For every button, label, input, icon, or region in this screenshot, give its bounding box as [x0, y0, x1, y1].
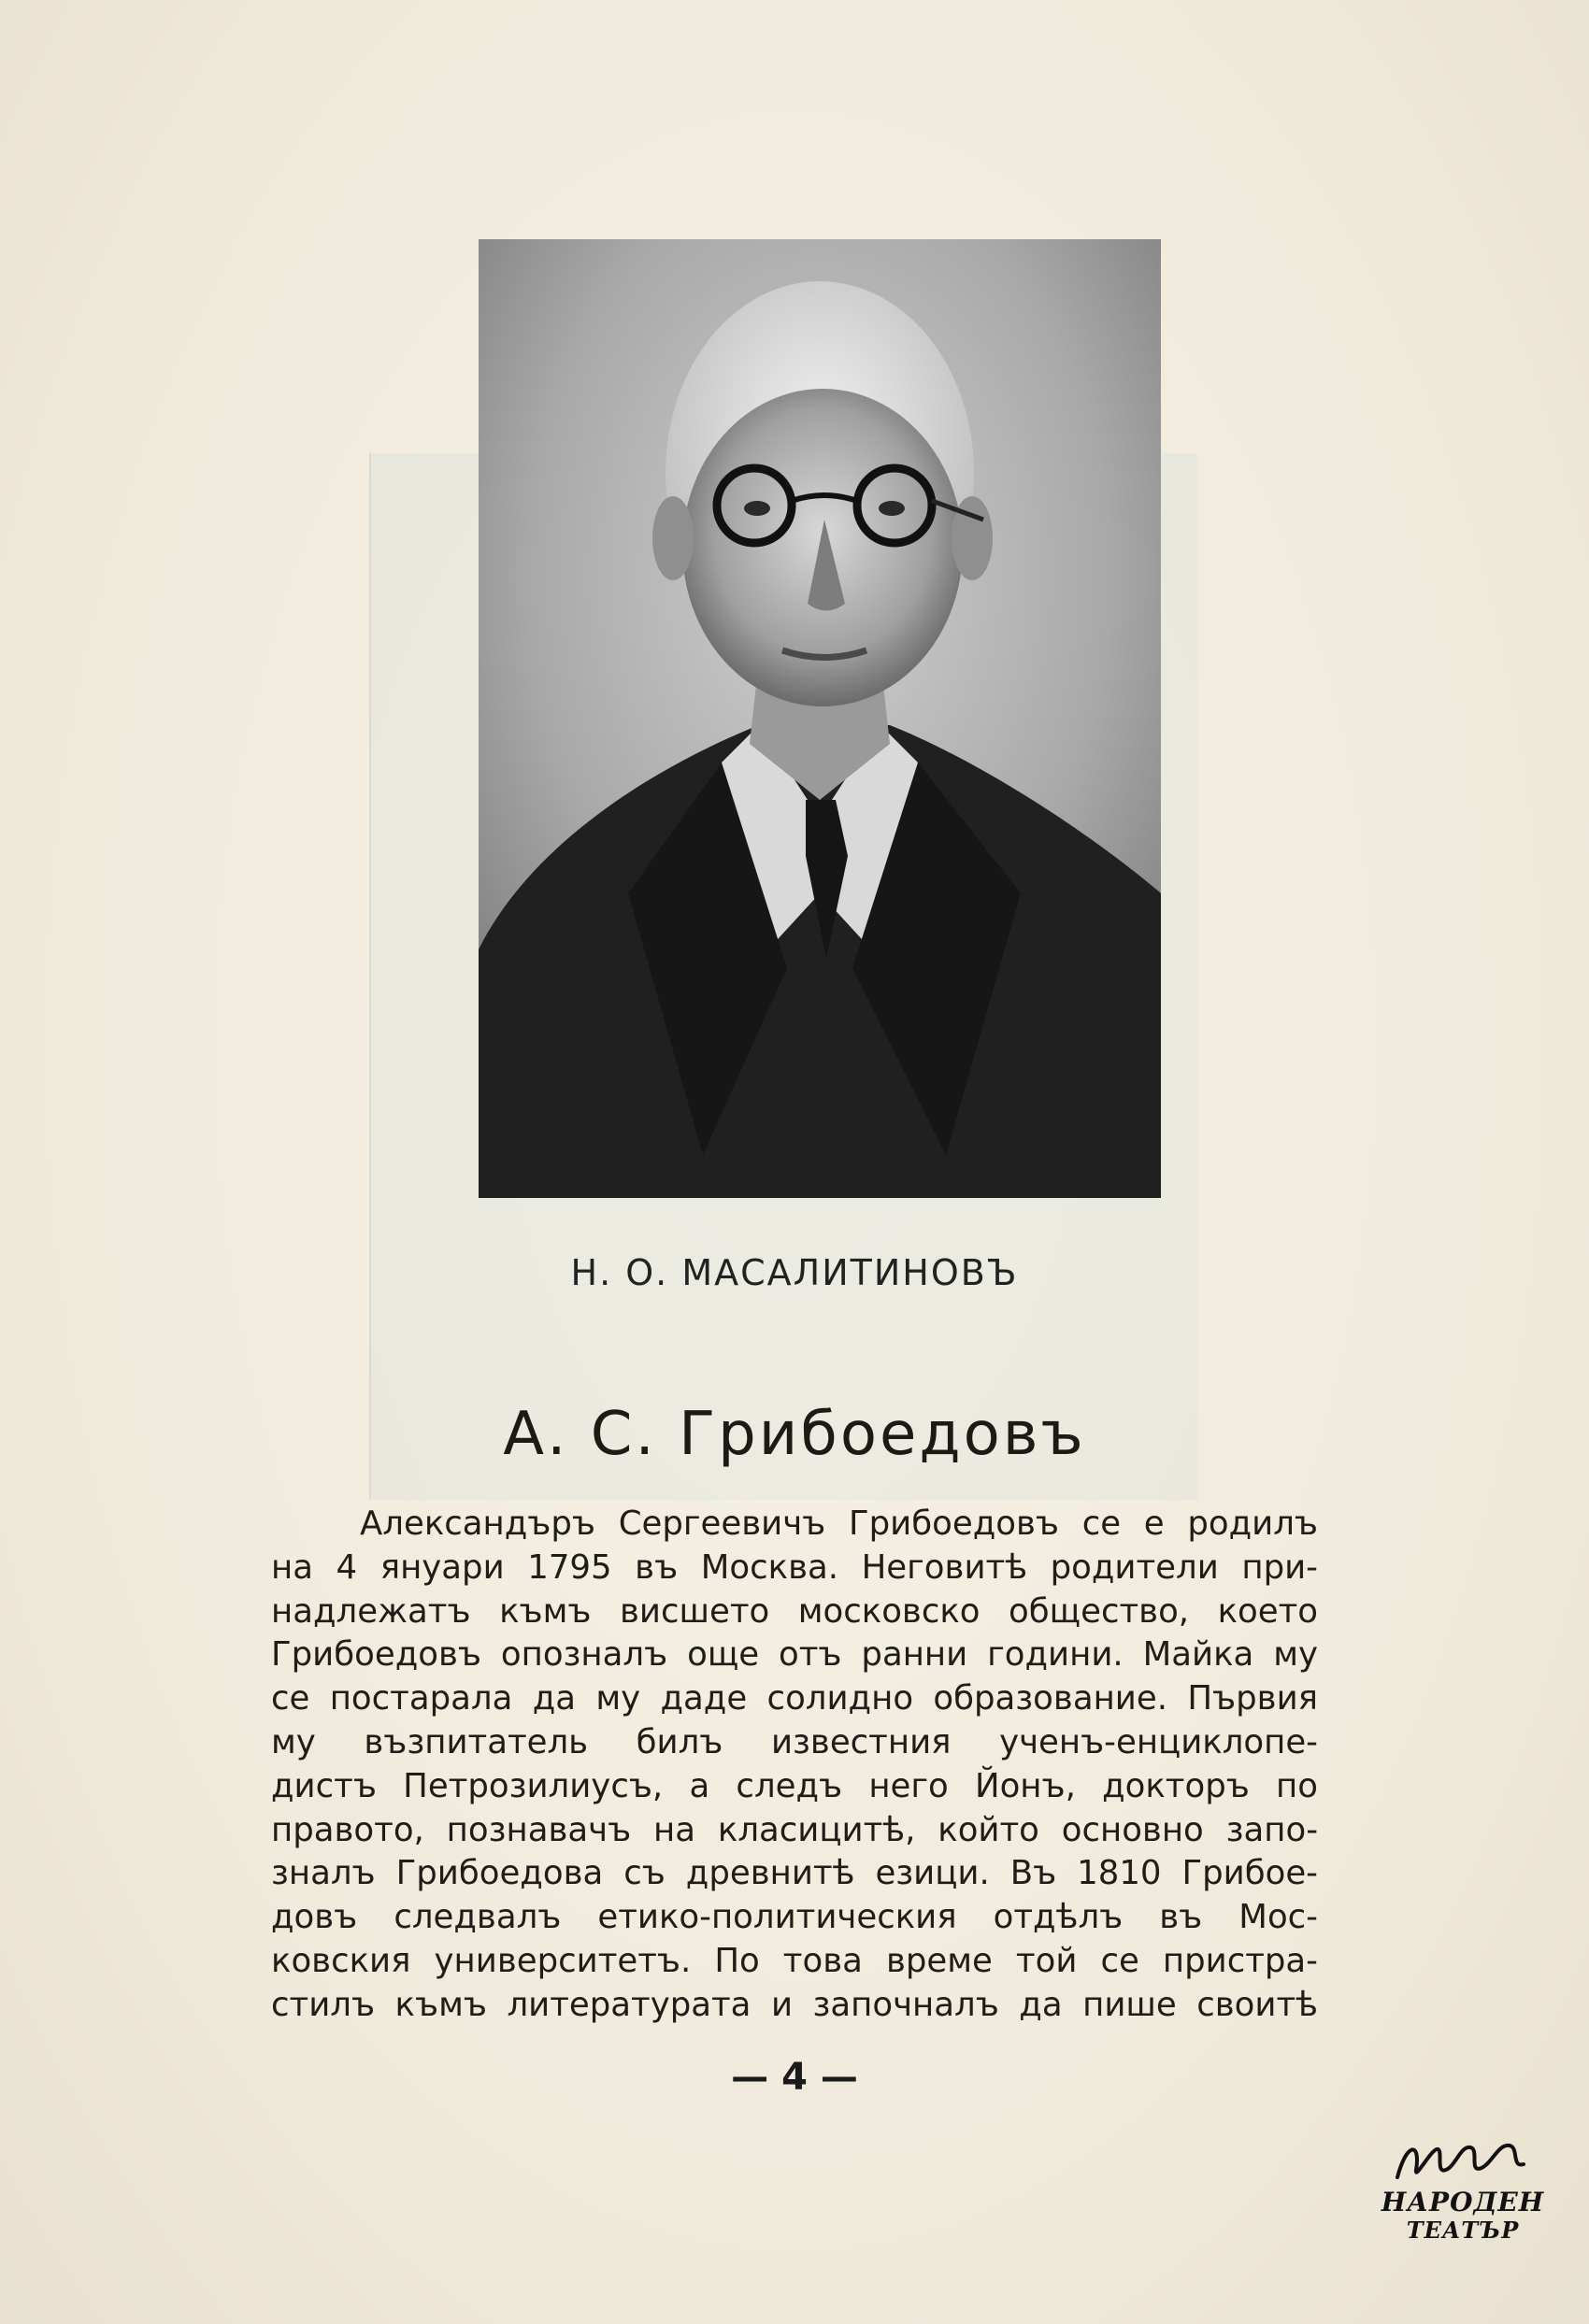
body-line: ковския университетъ. По това време той се пристра-: [271, 1941, 1318, 1980]
body-line: на 4 януари 1795 въ Москва. Неговитѣ родители при-: [271, 1547, 1318, 1587]
body-line: стилъ къмъ литературата и започналъ да пише своитѣ: [271, 1985, 1318, 2024]
body-line: му възпитатель билъ известния ученъ-енциклопе-: [271, 1722, 1318, 1761]
portrait-photo: [479, 239, 1161, 1198]
body-line: довъ следвалъ етико-политическия отдѣлъ въ Мос-: [271, 1898, 1318, 1937]
body-line: се постарала да му даде солидно образование. Първия: [271, 1679, 1318, 1718]
body-line: дистъ Петрозилиусъ, а следъ него Йонъ, докторъ по: [271, 1766, 1318, 1805]
signature-icon: [1379, 2132, 1547, 2189]
body-line: зналъ Грибоедова съ древнитѣ езици. Въ 1810 Грибое-: [271, 1854, 1318, 1893]
page-number: — 4 —: [731, 2056, 858, 2099]
photo-caption: Н. О. МАСАЛИТИНОВЪ: [570, 1252, 1019, 1293]
body-line: правото, познавачъ на класицитѣ, който основно запо-: [271, 1810, 1318, 1849]
article-title: А. С. Грибоедовъ: [503, 1400, 1086, 1469]
article-body: [271, 1503, 1318, 2028]
body-line: надлежатъ къмъ висшето московско общество, което: [271, 1591, 1318, 1631]
body-line: Александъръ Сергеевичъ Грибоедовъ се е родилъ: [360, 1504, 1318, 1543]
national-theatre-logo: [1379, 2132, 1547, 2254]
logo-line-1: НАРОДЕН: [1381, 2187, 1545, 2217]
body-line: Грибоедовъ опозналъ още отъ ранни години. Майка му: [271, 1635, 1318, 1675]
logo-line-2: ТЕАТЪР: [1406, 2217, 1520, 2244]
